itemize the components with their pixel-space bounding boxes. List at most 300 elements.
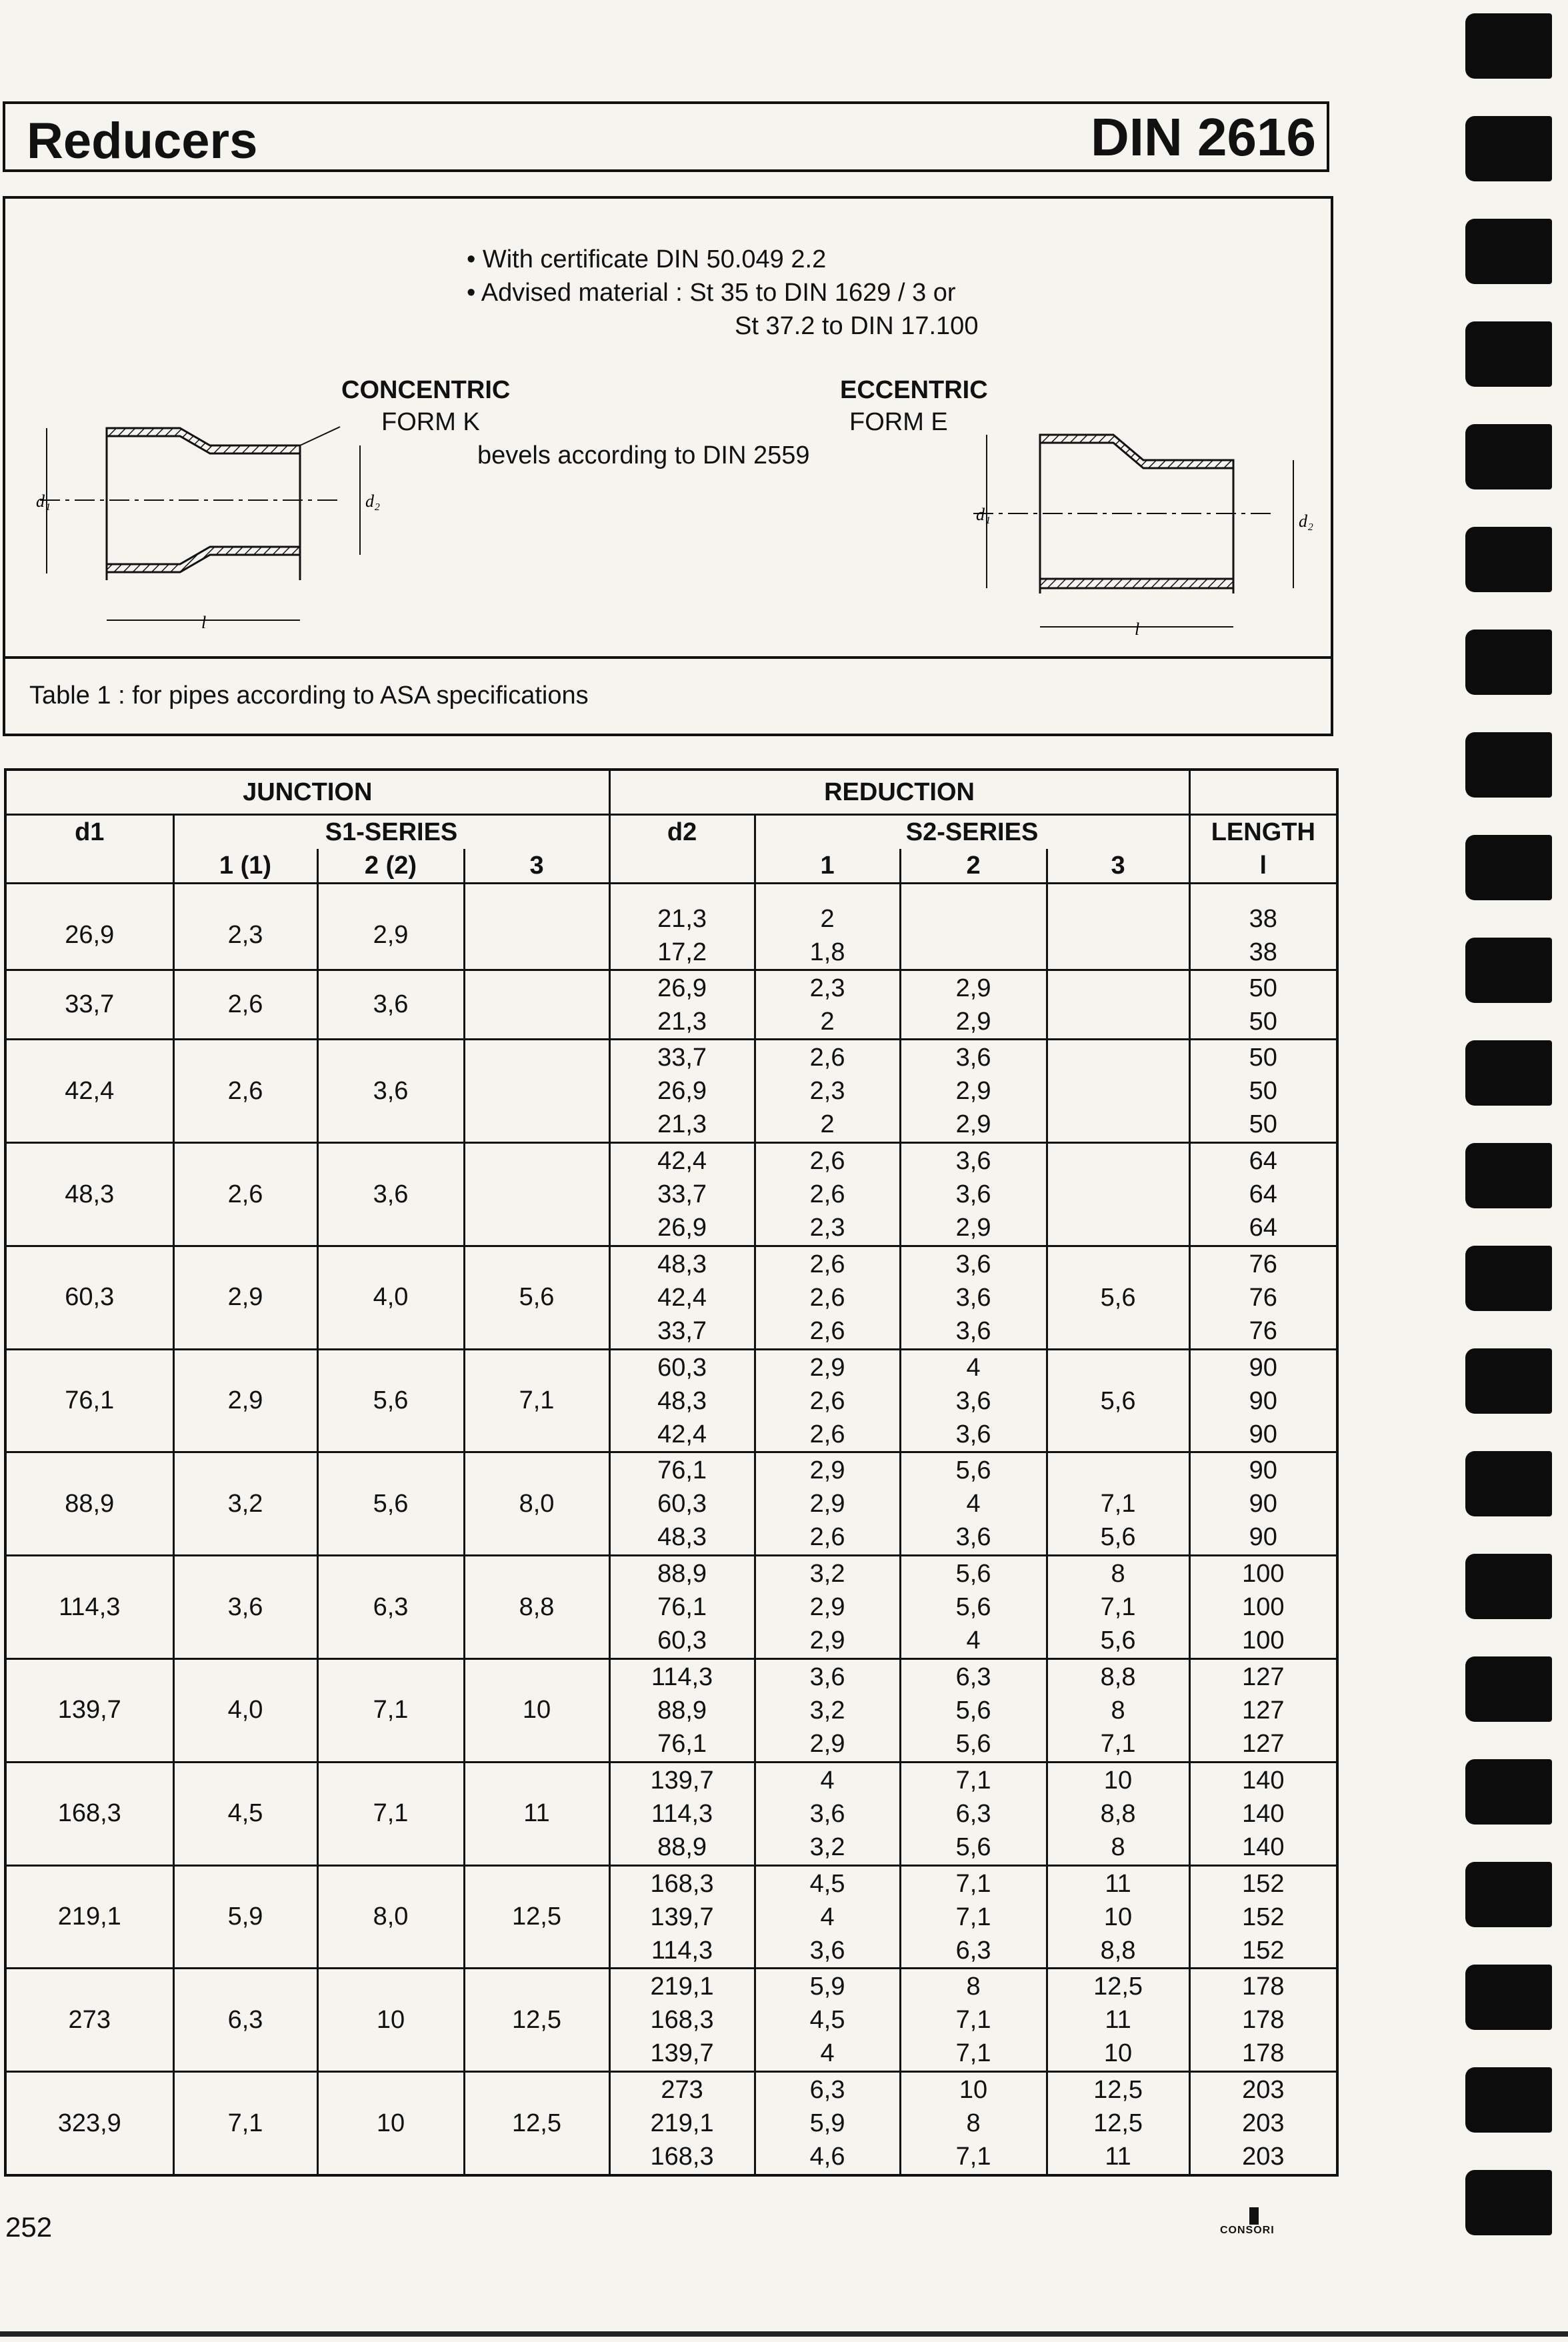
s2-1-cell-value: 2,9 [809,1729,845,1758]
s2-1-cell-value: 3,2 [809,1560,845,1588]
d2-cell-value: 76,1 [657,1729,707,1758]
binder-tab [1465,732,1552,798]
s2-3-cell-value: 7,1 [1100,1593,1136,1622]
binder-tab [1465,1246,1552,1311]
d2-cell-value: 48,3 [657,1386,707,1415]
s1-1-cell: 3,6 [173,1556,317,1659]
d2-cell-value: 42,4 [657,1147,707,1176]
s1-2-cell: 5,6 [317,1452,464,1556]
s2-3-cell-value: 11 [1105,2006,1131,2035]
d1-cell: 26,9 [5,902,173,970]
s2-2-cell-value [901,936,1046,969]
s2-1-cell [755,1865,900,1969]
s2-2-cell-value: 7,1 [955,2039,991,2068]
d2-cell-value: 88,9 [657,1833,707,1861]
d2-cell [609,1246,755,1349]
length-cell [1189,1452,1337,1556]
s1-1-cell: 2,3 [173,902,317,970]
table-row [5,1452,1337,1556]
s1-3-cell: 10 [464,1659,609,1763]
length-cell-value: 203 [1242,2109,1285,2138]
s2-2-cell-value: 5,6 [955,1729,991,1758]
s2-3-cell-value: 8 [1111,1833,1125,1861]
d2-cell-value: 42,4 [657,1283,707,1312]
s2-1-cell-value: 6,3 [809,2076,845,2105]
bevels-note: bevels according to DIN 2559 [477,441,810,469]
s2-3-cell-value [1048,1108,1189,1141]
concentric-title: CONCENTRIC [341,376,511,404]
s2-3-cell [1047,1040,1189,1143]
s2-2-cell [900,1040,1047,1143]
binder-tab [1465,527,1552,592]
length-cell [1189,1040,1337,1143]
s2-1-cell [755,970,900,1040]
d2-cell-value: 21,3 [657,1007,707,1036]
s2-1-cell-value: 4 [820,1766,835,1795]
d2-cell-value: 48,3 [657,1250,707,1278]
length-cell-value: 140 [1242,1799,1285,1828]
s2-1-cell-value: 2,6 [809,1316,845,1345]
s1-1-cell: 7,1 [173,2072,317,2175]
d2-cell [609,902,755,970]
d2-cell [609,1040,755,1143]
s2-2-cell [900,902,1047,970]
d1-cell: 42,4 [5,1040,173,1143]
svg-text:l: l [1135,620,1140,639]
s1-3-cell: 12,5 [464,2072,609,2175]
s2-3-cell-value: 5,6 [1100,1283,1136,1312]
s1-2-cell: 4,0 [317,1246,464,1349]
s2-1-cell-value: 5,9 [809,1973,845,2001]
d2-cell-value: 17,2 [657,938,707,966]
d2-cell-value: 60,3 [657,1353,707,1382]
length-cell-value: 203 [1242,2143,1285,2171]
length-cell-value: 64 [1249,1180,1277,1209]
d1-cell: 114,3 [5,1556,173,1659]
s2-2-cell-value: 5,6 [955,1560,991,1588]
s2-1-cell [755,1246,900,1349]
d2-cell [609,970,755,1040]
s2-1-cell-value: 1,8 [809,938,845,966]
length-cell-value: 178 [1242,2039,1285,2068]
s2-2-cell [900,1659,1047,1763]
svg-text:d₂: d₂ [1299,511,1314,531]
table-row [5,1659,1337,1763]
s2-1-cell-value: 3,6 [809,1799,845,1828]
s2-2-cell-value: 3,6 [955,1147,991,1176]
d2-cell-value: 88,9 [657,1696,707,1724]
binder-tab [1465,938,1552,1003]
length-cell-value: 90 [1249,1353,1277,1382]
spacer-row [5,884,1337,902]
s2-3-cell-value: 10 [1103,2039,1133,2068]
s2-1-cell [755,1556,900,1659]
length-cell-value: 90 [1249,1490,1277,1518]
s2-3-cell-value [1048,1314,1189,1348]
length-cell [1189,1865,1337,1969]
binder-tab [1465,116,1552,181]
s2-1-cell [755,1659,900,1763]
length-cell-value: 50 [1249,1007,1277,1036]
s2-2-cell-value: 2,9 [955,1110,991,1139]
d1-cell: 88,9 [5,1452,173,1556]
s2-3-cell [1047,970,1189,1040]
s2-3-cell [1047,1969,1189,2072]
d2-cell-value: 21,3 [657,1110,707,1139]
s2-1-cell [755,1762,900,1865]
s2-3-cell [1047,902,1189,970]
s2-3-cell-value [1048,1418,1189,1451]
d2-cell-value: 139,7 [650,2039,714,2068]
d2-cell-value: 76,1 [657,1456,707,1485]
table-row [5,1969,1337,2072]
s2-1-cell-value: 4 [820,1903,835,1931]
s2-1-cell-value: 3,2 [809,1833,845,1861]
s1-3-cell: 8,8 [464,1556,609,1659]
length-cell-value: 152 [1242,1936,1285,1965]
length-cell-value: 50 [1249,1044,1277,1072]
length-cell-value: 38 [1249,904,1277,933]
s2-2-cell-value: 3,6 [955,1316,991,1345]
s1-col-3: 3 [464,849,609,884]
s2-3-cell-value: 12,5 [1093,2109,1143,2138]
s2-2-cell-value: 7,1 [955,1903,991,1931]
s2-2-cell [900,1865,1047,1969]
length-cell-value: 127 [1242,1729,1285,1758]
s2-2-cell-value: 2,9 [955,974,991,1002]
d2-cell [609,1865,755,1969]
d2-cell-value: 60,3 [657,1626,707,1655]
s2-1-cell [755,2072,900,2175]
length-group-header [1189,770,1337,815]
s2-1-cell-value: 2,9 [809,1626,845,1655]
binder-tab [1465,1143,1552,1208]
s2-3-cell-value: 8 [1111,1560,1125,1588]
d2-cell-value: 139,7 [650,1766,714,1795]
page-number: 252 [5,2211,53,2243]
d1-cell: 139,7 [5,1659,173,1763]
s1-2-cell: 7,1 [317,1762,464,1865]
svg-text:l: l [201,613,207,632]
length-cell-value: 152 [1242,1869,1285,1898]
s2-3-cell-value: 8,8 [1100,1799,1136,1828]
length-cell-value: 64 [1249,1214,1277,1242]
s1-2-cell: 10 [317,1969,464,2072]
s2-3-cell [1047,1349,1189,1452]
d2-cell [609,1452,755,1556]
table-row [5,902,1337,970]
table-row [5,1246,1337,1349]
s1-3-cell [464,1143,609,1246]
s2-2-cell-value: 4 [966,1490,981,1518]
s2-1-cell-value: 3,6 [809,1936,845,1965]
d2-cell-value: 88,9 [657,1560,707,1588]
eccentric-form: FORM E [849,408,948,436]
s2-2-cell [900,1452,1047,1556]
length-cell [1189,1969,1337,2072]
d2-cell-value: 168,3 [650,2006,714,2035]
s1-2-cell: 3,6 [317,1040,464,1143]
s2-3-cell-value [1048,1248,1189,1281]
table-row [5,1349,1337,1452]
table-caption: Table 1 : for pipes according to ASA specifications [29,682,589,710]
length-cell-value: 50 [1249,974,1277,1002]
s1-series-header: S1-SERIES [173,815,609,850]
d2-cell-value: 219,1 [650,2109,714,2138]
length-cell-value: 50 [1249,1110,1277,1139]
s2-3-cell-value: 5,6 [1100,1626,1136,1655]
binder-tab [1465,1965,1552,2030]
binder-tab [1465,1040,1552,1106]
binder-tab [1465,1656,1552,1722]
s1-2-cell: 7,1 [317,1659,464,1763]
binder-tab [1465,1348,1552,1414]
bullet-material: • Advised material : St 35 to DIN 1629 / 3 or [467,279,956,307]
s2-2-cell [900,970,1047,1040]
s2-3-cell-value: 11 [1105,2143,1131,2171]
s2-2-cell-value: 2,9 [955,1214,991,1242]
d1-cell: 219,1 [5,1865,173,1969]
s2-1-cell [755,1040,900,1143]
s2-3-cell [1047,1762,1189,1865]
length-cell [1189,1762,1337,1865]
s2-2-cell-value: 3,6 [955,1386,991,1415]
length-cell [1189,1659,1337,1763]
svg-text:d₂: d₂ [365,491,381,511]
length-cell-value: 100 [1242,1560,1285,1588]
s2-2-cell-value: 7,1 [955,1766,991,1795]
s2-1-cell-value: 4,5 [809,1869,845,1898]
s2-2-cell-value: 4 [966,1626,981,1655]
length-cell [1189,1556,1337,1659]
length-cell-value: 140 [1242,1833,1285,1861]
s2-3-cell [1047,2072,1189,2175]
s2-3-cell [1047,1556,1189,1659]
length-cell-value: 140 [1242,1766,1285,1795]
s1-2-cell: 2,9 [317,902,464,970]
s2-3-cell [1047,1246,1189,1349]
d2-cell-value: 21,3 [657,904,707,933]
s2-1-cell-value: 2,9 [809,1593,845,1622]
s2-2-cell-value: 7,1 [955,2006,991,2035]
d1-cell: 76,1 [5,1349,173,1452]
binder-tab [1465,1554,1552,1619]
s2-1-cell-value: 2,6 [809,1420,845,1448]
d2-cell-value: 273 [661,2076,703,2105]
s1-3-cell: 11 [464,1762,609,1865]
length-sub: l [1189,849,1337,884]
s1-2-cell: 8,0 [317,1865,464,1969]
s2-3-cell [1047,1452,1189,1556]
s2-1-cell-value: 4,5 [809,2006,845,2035]
reducers-table [4,768,1339,2177]
s2-1-cell-value: 4,6 [809,2143,845,2171]
page-title: Reducers [27,113,258,169]
bullet-certificate: • With certificate DIN 50.049 2.2 [467,245,827,273]
s2-1-cell-value: 2 [820,904,835,933]
s2-2-cell [900,1143,1047,1246]
d2-cell-value: 219,1 [650,1973,714,2001]
s2-3-cell-value [1048,1144,1189,1178]
s2-2-cell-value: 7,1 [955,1869,991,1898]
length-cell-value: 90 [1249,1420,1277,1448]
d1-cell: 168,3 [5,1762,173,1865]
s1-2-cell: 5,6 [317,1349,464,1452]
s2-3-cell-value [1048,936,1189,969]
s2-2-cell-value: 5,6 [955,1696,991,1724]
d2-cell-value: 114,3 [651,1662,713,1691]
binder-tab [1465,630,1552,695]
s2-3-cell-value [1048,1074,1189,1108]
length-cell [1189,2072,1337,2175]
s2-2-cell-value: 6,3 [955,1936,991,1965]
s2-1-cell-value: 2,9 [809,1490,845,1518]
s1-3-cell [464,902,609,970]
s2-col-2: 2 [900,849,1047,884]
s2-2-cell [900,1556,1047,1659]
s1-3-cell: 7,1 [464,1349,609,1452]
s2-2-cell-value: 3,6 [955,1523,991,1552]
s2-2-cell-value: 4 [966,1353,981,1382]
s2-1-cell [755,1969,900,2072]
concentric-form: FORM K [381,408,480,436]
svg-text:d₁: d₁ [976,505,991,524]
table-row [5,1556,1337,1659]
d2-cell-value: 114,3 [651,1936,713,1965]
s2-2-cell-value: 2,9 [955,1007,991,1036]
d2-cell-value: 26,9 [657,1077,707,1106]
s1-2-cell: 6,3 [317,1556,464,1659]
d1-cell: 33,7 [5,970,173,1040]
binder-tab [1465,321,1552,387]
s2-1-cell [755,1349,900,1452]
length-cell-value: 38 [1249,938,1277,966]
s2-3-cell-value: 7,1 [1100,1490,1136,1518]
binder-tab [1465,219,1552,284]
s2-3-cell-value: 10 [1103,1903,1133,1931]
s1-1-cell: 3,2 [173,1452,317,1556]
length-cell-value: 178 [1242,1973,1285,2001]
length-cell-value: 90 [1249,1523,1277,1552]
s2-3-cell-value: 5,6 [1100,1523,1136,1552]
s2-2-cell-value: 8 [966,2109,981,2138]
binder-tab [1465,1862,1552,1927]
table-row [5,1040,1337,1143]
s1-2-cell: 3,6 [317,970,464,1040]
s2-3-cell-value [1048,1454,1189,1487]
standard-label: DIN 2616 [1091,107,1316,167]
s2-1-cell-value: 2,3 [809,974,845,1002]
s2-2-cell-value: 3,6 [955,1044,991,1072]
s2-col-1: 1 [755,849,900,884]
binder-tab [1465,2067,1552,2133]
s2-3-cell-value: 5,6 [1100,1386,1136,1415]
s2-2-cell-value: 3,6 [955,1180,991,1209]
s2-3-cell-value [1048,1351,1189,1384]
junction-header: JUNCTION [5,770,609,815]
consori-logo [1220,2207,1275,2237]
reduction-header: REDUCTION [609,770,1189,815]
s2-2-cell-value: 3,6 [955,1250,991,1278]
binder-tab [1465,2170,1552,2235]
length-header: LENGTH [1189,815,1337,850]
d2-cell-value: 168,3 [650,2143,714,2171]
s2-3-cell [1047,1865,1189,1969]
length-cell [1189,902,1337,970]
s2-1-cell [755,1452,900,1556]
s1-1-cell: 6,3 [173,1969,317,2072]
s2-3-cell-value [1048,1005,1189,1038]
s1-3-cell: 12,5 [464,1865,609,1969]
s2-3-cell-value [1048,972,1189,1005]
binder-tab [1465,424,1552,489]
d1-cell: 48,3 [5,1143,173,1246]
s2-2-cell-value: 3,6 [955,1420,991,1448]
s2-3-cell-value: 8,8 [1100,1662,1136,1691]
eccentric-reducer-drawing [960,420,1320,640]
d2-cell [609,2072,755,2175]
binder-tab [1465,835,1552,900]
s2-2-cell [900,1762,1047,1865]
length-cell-value: 90 [1249,1386,1277,1415]
s2-1-cell-value: 5,9 [809,2109,845,2138]
d2-cell-value: 114,3 [651,1799,713,1828]
s2-series-header: S2-SERIES [755,815,1189,850]
d2-cell-value: 168,3 [650,1869,714,1898]
d1-cell: 323,9 [5,2072,173,2175]
s1-3-cell: 12,5 [464,1969,609,2072]
s2-1-cell-value: 4 [820,2039,835,2068]
length-cell-value: 90 [1249,1456,1277,1485]
s2-1-cell-value: 2,6 [809,1250,845,1278]
eccentric-title: ECCENTRIC [840,376,988,404]
d2-cell [609,1556,755,1659]
bullet-material-cont: St 37.2 to DIN 17.100 [735,312,979,340]
s2-1-cell-value: 2,9 [809,1456,845,1485]
s1-col-1: 1 (1) [173,849,317,884]
s2-3-cell-value: 8 [1111,1696,1125,1724]
s1-1-cell: 4,0 [173,1659,317,1763]
table-row [5,1762,1337,1865]
binder-edge [1460,0,1568,2342]
s2-2-cell-value: 7,1 [955,2143,991,2171]
s1-1-cell: 2,6 [173,1143,317,1246]
table-row [5,1865,1337,1969]
s2-1-cell-value: 2,6 [809,1283,845,1312]
length-cell-value: 76 [1249,1316,1277,1345]
d2-cell-value: 26,9 [657,1214,707,1242]
s1-1-cell: 2,9 [173,1349,317,1452]
d2-cell-value: 26,9 [657,974,707,1002]
d2-header: d2 [609,815,755,850]
length-cell-value: 76 [1249,1283,1277,1312]
s2-1-cell-value: 2,6 [809,1044,845,1072]
length-cell-value: 127 [1242,1696,1285,1724]
binder-tab [1465,13,1552,79]
s2-3-cell-value: 10 [1103,1766,1133,1795]
s2-1-cell-value: 2,9 [809,1353,845,1382]
s2-1-cell [755,902,900,970]
s2-3-cell-value: 11 [1105,1869,1131,1898]
svg-text:d₁: d₁ [36,491,51,511]
d2-sub [609,849,755,884]
concentric-reducer-drawing [27,413,387,634]
s2-3-cell-value [1048,1041,1189,1074]
s2-1-cell-value: 2,3 [809,1077,845,1106]
s1-col-2: 2 (2) [317,849,464,884]
s2-1-cell-value: 2,6 [809,1180,845,1209]
d1-header: d1 [5,815,173,850]
